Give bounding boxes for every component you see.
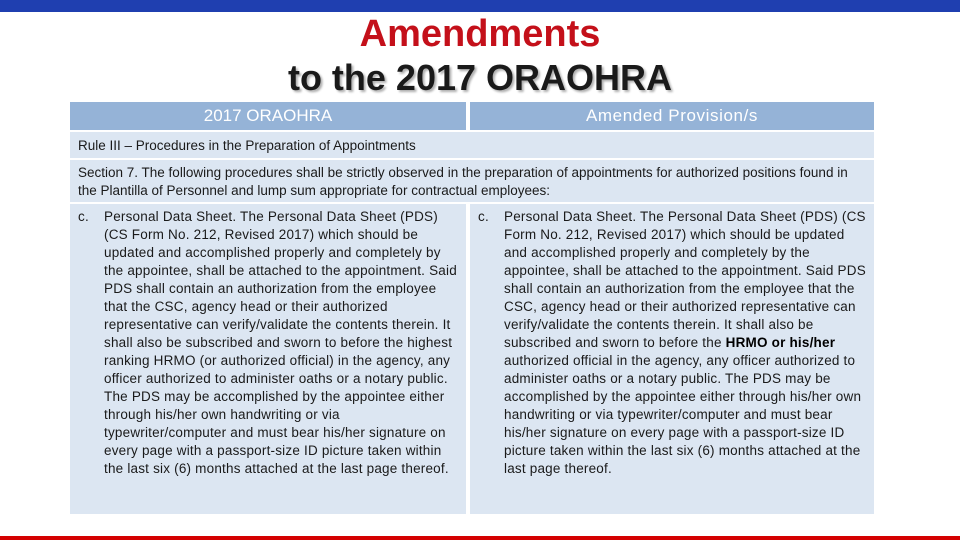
amended-text-bold: HRMO or his/her — [725, 335, 836, 350]
amended-text-before: Personal Data Sheet. The Personal Data Sheet (PDS) (CS Form No. 212, Revised 2017) which should be updated and accomplished properly and completely by the appointee, shall be attached to the appointment. Said PDS shall contain an authorization from the employee that the CSC, agency head or their authorized representative can verify/validate the contents therein. It shall also be subscribed and sworn to before the — [504, 209, 866, 350]
original-provision-text: Personal Data Sheet. The Personal Data Sheet (PDS) (CS Form No. 212, Revised 2017) which should be updated and accomplished properly and completely by the appointee, shall be attached to the appointment. Said PDS shall contain an authorization from the employee that the CSC, agency head or their authorized representative can verify/validate the contents therein. It shall also be subscribed and sworn to before the highest ranking HRMO (or authorized official) in the agency, any officer authorized to administer oaths or a notary public. The PDS may be accomplished by the appointee either through his/her own handwriting or via typewriter/computer and must bear his/her signature on every page with a passport-size ID picture taken within the last six (6) months attached at the last page thereof. — [104, 209, 457, 476]
title-line-1: Amendments — [359, 13, 601, 55]
section-row: Section 7. The following procedures shall be strictly observed in the preparation of appointments for authorized positions found in the Plantilla of Personnel and lump sum appropriate for contractual employees: — [70, 160, 874, 202]
title-line-2: to the 2017 ORAOHRA — [287, 57, 673, 98]
amended-provision-text — [504, 208, 866, 478]
item-marker: c. — [478, 209, 489, 224]
item-marker: c. — [78, 209, 89, 224]
bottom-accent-bar — [0, 536, 960, 540]
header-original: 2017 ORAOHRA — [70, 102, 466, 130]
amended-provision-cell — [470, 204, 874, 514]
amended-text-after: authorized official in the agency, any officer authorized to administer oaths or a notary public. The PDS may be accomplished by the appointee either through his/her own handwriting or via typewriter/computer and must bear his/her signature on every page with a passport-size ID picture taken within the last six (6) months attached at the last page thereof. — [504, 353, 862, 476]
original-provision-cell — [70, 204, 466, 514]
rule-row: Rule III – Procedures in the Preparation of Appointments — [70, 132, 874, 158]
header-amended: Amended Provision/s — [470, 102, 874, 130]
comparison-table — [70, 102, 874, 514]
list-item — [78, 208, 458, 478]
slide-title — [0, 10, 960, 98]
list-item — [478, 208, 866, 478]
